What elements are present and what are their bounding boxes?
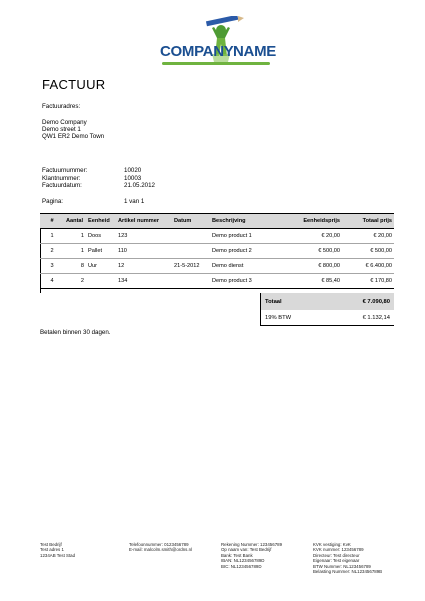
logo-word-company: COMPANY [160, 43, 234, 60]
cell-article: 123 [116, 229, 172, 244]
address-line: Demo Company [42, 119, 87, 126]
cell-date [172, 244, 210, 259]
cell-description: Demo dienst [210, 259, 278, 274]
invoice-number-label: Factuurnummer: [42, 167, 88, 174]
logo-underline [162, 62, 270, 65]
page-value: 1 van 1 [124, 198, 145, 205]
invoice-date-label: Factuurdatum: [42, 182, 82, 189]
col-header-date: Datum [172, 214, 210, 229]
payment-note: Betalen binnen 30 dagen. [40, 329, 111, 336]
col-header-quantity: Aantal [64, 214, 86, 229]
cell-article: 134 [116, 274, 172, 289]
logo-word-name: NAME [233, 43, 276, 60]
cell-total-price: € 6.400,00 [342, 259, 394, 274]
total-row [260, 293, 394, 310]
footer-line: KVK vestiging: KvK [313, 542, 351, 547]
col-header-unit: Eenheid [86, 214, 116, 229]
customer-number-label: Klantnummer: [42, 174, 81, 182]
cell-article: 110 [116, 244, 172, 259]
customer-number-value: 10003 [124, 174, 142, 182]
table-row [40, 229, 394, 244]
col-header-article: Artikel nummer [116, 214, 172, 229]
invoice-date-value: 21.05.2012 [124, 182, 155, 189]
footer-line: Rekening Nummer: 123456789 [221, 542, 283, 547]
footer-line: Op naam van: Test Bedrijf [221, 547, 272, 553]
cell-index: 1 [40, 229, 64, 244]
cell-date [172, 229, 210, 244]
page-title: FACTUUR [42, 77, 106, 92]
cell-total-price: € 500,00 [342, 244, 394, 259]
col-header-total-price: Totaal prijs [342, 214, 394, 229]
cell-quantity: 8 [64, 259, 86, 274]
cell-unit-price: € 85,40 [278, 274, 342, 289]
footer-line: Test Bedrijf [40, 542, 62, 547]
cell-quantity: 1 [64, 229, 86, 244]
vat-label: 19% BTW [265, 314, 292, 321]
cell-total-price: € 170,80 [342, 274, 394, 289]
col-header-index: # [40, 214, 64, 229]
footer-company [40, 542, 75, 558]
cell-article: 12 [116, 259, 172, 274]
cell-description: Demo product 1 [210, 229, 278, 244]
address-line: QW1 ER2 Demo Town [42, 133, 105, 141]
page-label: Pagina: [42, 198, 63, 205]
total-label: Totaal [265, 298, 282, 305]
footer-line: Directeur: Test directeur [313, 552, 360, 558]
cell-index: 4 [40, 274, 64, 289]
cell-date [172, 274, 210, 289]
cell-unit: Uur [86, 259, 116, 274]
cell-quantity: 1 [64, 244, 86, 259]
cell-index: 2 [40, 244, 64, 259]
footer-registration [313, 542, 382, 574]
footer-line: Eigenaar: Test eigenaar [313, 558, 360, 564]
cell-description: Demo product 3 [210, 274, 278, 289]
footer-bank [221, 542, 282, 569]
cell-description: Demo product 2 [210, 244, 278, 259]
cell-unit: Pallet [86, 244, 116, 259]
footer-line: E-mail: malcolm.smith@ordns.nl [129, 547, 193, 553]
address-block [42, 119, 104, 141]
footer-line: 1234AB Test Stad [40, 552, 76, 558]
invoice-number-value: 10020 [124, 167, 142, 174]
table-row [40, 274, 394, 289]
footer-line: Bank: Test Bank [221, 552, 253, 558]
footer-line: Test adres 1 [40, 547, 64, 553]
address-line: Demo street 1 [42, 126, 81, 134]
col-header-description: Beschrijving [210, 214, 278, 229]
table-row [40, 244, 394, 259]
cell-unit-price: € 500,00 [278, 244, 342, 259]
invoice-items-table [40, 213, 394, 289]
footer-line: Belasting Nummer: NL123456789B [313, 569, 383, 575]
cell-unit [86, 274, 116, 289]
vat-value: € 1.132,14 [362, 314, 390, 321]
cell-total-price: € 20,00 [342, 229, 394, 244]
col-header-unit-price: Eenheidsprijs [278, 214, 342, 229]
cell-index: 3 [40, 259, 64, 274]
totals-block [260, 293, 394, 326]
company-logo [160, 16, 276, 76]
footer-line: BIC: NL123456789D [221, 563, 262, 569]
cell-unit-price: € 20,00 [278, 229, 342, 244]
footer-contact [129, 542, 192, 553]
table-row [40, 259, 394, 274]
table-header-row [40, 214, 394, 229]
vat-row [260, 310, 394, 326]
cell-quantity: 2 [64, 274, 86, 289]
footer-line: Telefoonnummer: 0123456789 [129, 542, 189, 547]
cell-unit: Doos [86, 229, 116, 244]
address-label: Factuuradres: [42, 103, 81, 110]
footer-line: BTW Nummer: NL123456789 [313, 563, 371, 569]
total-value: € 7.090,80 [362, 298, 390, 305]
footer-line: IBAN: NL123456789D [221, 558, 265, 564]
footer-line: KVK nummer: 123456789 [313, 547, 364, 553]
cell-unit-price: € 800,00 [278, 259, 342, 274]
cell-date: 21-5-2012 [172, 259, 210, 274]
